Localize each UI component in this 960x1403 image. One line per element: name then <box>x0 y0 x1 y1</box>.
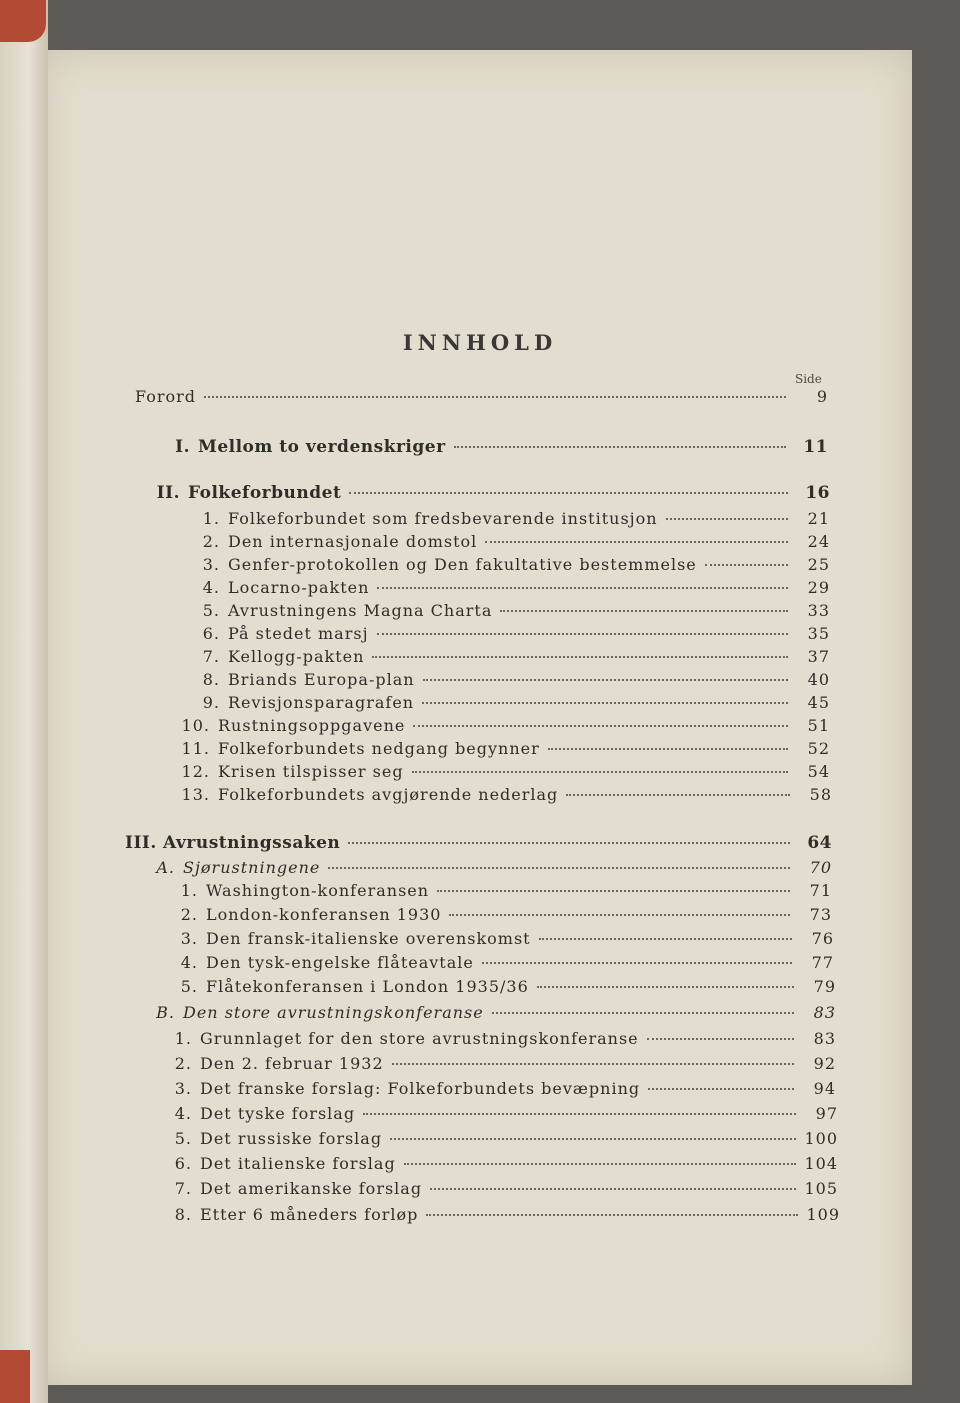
toc-entry-page-number: 35 <box>807 624 830 643</box>
toc-entry-title: Revisjonsparagrafen <box>228 693 415 712</box>
toc-entry-number: 8. <box>174 1205 192 1224</box>
toc-entry-number: 13. <box>181 785 210 804</box>
toc-entry-page-number: 64 <box>807 833 832 853</box>
toc-entry-number: 3. <box>202 555 220 574</box>
toc-entry <box>162 1154 838 1173</box>
toc-entry-page-number: 109 <box>806 1205 840 1224</box>
toc-entry-number: 2. <box>174 1054 192 1073</box>
toc-entry-page-number: 71 <box>809 881 832 900</box>
toc-entry-number: II. <box>156 483 180 503</box>
toc-entry-title: Avrustningssaken <box>163 833 341 853</box>
dot-leader <box>566 794 790 796</box>
toc-entry-number: 11. <box>181 739 210 758</box>
book-spine <box>0 0 48 1403</box>
toc-entry-title: Det russiske forslag <box>200 1129 383 1148</box>
toc-entry-title: Den tysk-engelske flåteavtale <box>206 953 474 972</box>
toc-entry-number: 6. <box>202 624 220 643</box>
page-column-label: Side <box>795 372 822 386</box>
toc-entry-number: 5. <box>202 601 220 620</box>
toc-entry-number: 7. <box>202 647 220 666</box>
toc-entry-title: Den store avrustningskonferanse <box>183 1003 484 1022</box>
dot-leader <box>348 842 790 844</box>
toc-entry-number: 9. <box>202 693 220 712</box>
toc-entry <box>190 647 830 666</box>
toc-entry <box>180 762 830 781</box>
toc-entry <box>190 624 830 643</box>
toc-entry-page-number: 54 <box>807 762 830 781</box>
dot-leader <box>647 1038 794 1040</box>
toc-entry-page-number: 45 <box>807 693 830 712</box>
dot-leader <box>537 986 794 988</box>
dot-leader <box>539 938 792 940</box>
toc-entry-number: A. <box>156 858 175 877</box>
dot-leader <box>404 1163 796 1165</box>
toc-entry-title: Forord <box>135 387 197 406</box>
toc-entry-title: På stedet marsj <box>228 624 369 643</box>
dot-leader <box>666 518 788 520</box>
toc-entry-number: 1. <box>202 509 220 528</box>
dot-leader <box>377 633 788 635</box>
dot-leader <box>492 1012 794 1014</box>
dot-leader <box>454 446 786 448</box>
toc-entry-page-number: 37 <box>807 647 830 666</box>
toc-entry-page-number: 9 <box>816 387 828 406</box>
toc-entry <box>168 881 832 900</box>
toc-entry-page-number: 58 <box>809 785 832 804</box>
toc-entry <box>168 977 836 996</box>
toc-entry-title: Avrustningens Magna Charta <box>228 601 493 620</box>
dot-leader <box>430 1188 796 1190</box>
toc-entry-page-number: 79 <box>813 977 836 996</box>
toc-entry <box>168 953 834 972</box>
toc-entry-title: Briands Europa-plan <box>228 670 415 689</box>
dot-leader <box>437 890 790 892</box>
toc-entry <box>190 532 830 551</box>
toc-entry-number: 12. <box>181 762 210 781</box>
toc-entry-title: Det italienske forslag <box>200 1154 396 1173</box>
toc-entry-title: Genfer-protokollen og Den fakultative bestemmelse <box>228 555 697 574</box>
toc-entry <box>162 1205 840 1224</box>
toc-entry <box>145 1003 836 1022</box>
toc-entry <box>162 1179 838 1198</box>
toc-entry-page-number: 100 <box>804 1129 838 1148</box>
toc-entry-page-number: 51 <box>807 716 830 735</box>
toc-entry-number: 4. <box>180 953 198 972</box>
toc-entry-page-number: 83 <box>813 1029 836 1048</box>
toc-entry-number: 4. <box>174 1104 192 1123</box>
toc-entry <box>162 1104 838 1123</box>
toc-entry-page-number: 77 <box>811 953 834 972</box>
toc-entry-title: Grunnlaget for den store avrustningskonferanse <box>200 1029 639 1048</box>
dot-leader <box>449 914 790 916</box>
toc-entry-title: Det amerikanske forslag <box>200 1179 423 1198</box>
toc-entry-number: 5. <box>174 1129 192 1148</box>
toc-entry <box>180 739 830 758</box>
toc-entry-number: 3. <box>174 1079 192 1098</box>
toc-entry-title: Mellom to verdenskriger <box>198 437 446 457</box>
toc-entry-page-number: 25 <box>807 555 830 574</box>
dot-leader <box>422 702 788 704</box>
toc-entry-number: B. <box>156 1003 175 1022</box>
toc-entry <box>162 1054 836 1073</box>
book-cover-corner-bottom <box>0 1350 30 1403</box>
toc-entry-number: 6. <box>174 1154 192 1173</box>
toc-entry <box>190 670 830 689</box>
toc-entry-page-number: 33 <box>807 601 830 620</box>
toc-entry-title: Folkeforbundet som fredsbevarende institusjon <box>228 509 658 528</box>
toc-entry-title: Folkeforbundets nedgang begynner <box>218 739 540 758</box>
toc-entry-title: Den 2. februar 1932 <box>200 1054 384 1073</box>
toc-entry-page-number: 94 <box>813 1079 836 1098</box>
toc-entry <box>168 905 832 924</box>
toc-entry <box>145 858 832 877</box>
dot-leader <box>423 679 788 681</box>
toc-entry-page-number: 29 <box>807 578 830 597</box>
toc-entry-title: Folkeforbundets avgjørende nederlag <box>218 785 559 804</box>
toc-entry-title: Det tyske forslag <box>200 1104 356 1123</box>
toc-entry-number: 4. <box>202 578 220 597</box>
toc-entry-number: I. <box>175 437 190 457</box>
toc-entry <box>190 693 830 712</box>
page-title: INNHOLD <box>402 330 558 355</box>
toc-entry-number: 10. <box>181 716 210 735</box>
toc-entry <box>190 509 830 528</box>
toc-entry <box>190 601 830 620</box>
toc-entry-title: Rustningsoppgavene <box>218 716 406 735</box>
dot-leader <box>705 564 788 566</box>
toc-entry-title: Etter 6 måneders forløp <box>200 1205 419 1224</box>
toc-entry-page-number: 105 <box>804 1179 838 1198</box>
toc-entry-title: Folkeforbundet <box>188 483 342 503</box>
book-cover-corner <box>0 0 46 42</box>
toc-entry-title: Washington-konferansen <box>206 881 430 900</box>
toc-entry-title: Den internasjonale domstol <box>228 532 478 551</box>
toc-entry-number: 8. <box>202 670 220 689</box>
toc-entry-number: III. <box>125 833 157 853</box>
toc-entry <box>162 1079 836 1098</box>
toc-entry-page-number: 52 <box>807 739 830 758</box>
toc-entry <box>180 785 832 804</box>
toc-entry-title: Sjørustningene <box>183 858 321 877</box>
toc-entry <box>162 1129 838 1148</box>
dot-leader <box>426 1214 798 1216</box>
toc-entry-number: 2. <box>202 532 220 551</box>
toc-entry-page-number: 21 <box>807 509 830 528</box>
dot-leader <box>204 396 786 398</box>
toc-entry-page-number: 70 <box>809 858 832 877</box>
dot-leader <box>500 610 788 612</box>
toc-entry-title: Krisen tilspisser seg <box>218 762 404 781</box>
toc-entry <box>135 387 828 406</box>
dot-leader <box>413 725 788 727</box>
toc-entry-number: 5. <box>180 977 198 996</box>
toc-entry <box>162 1029 836 1048</box>
toc-entry-title: Den fransk-italienske overenskomst <box>206 929 531 948</box>
toc-entry-page-number: 40 <box>807 670 830 689</box>
toc-entry <box>190 578 830 597</box>
dot-leader <box>548 748 788 750</box>
toc-entry-page-number: 24 <box>807 532 830 551</box>
toc-entry-title: Flåtekonferansen i London 1935/36 <box>206 977 529 996</box>
dot-leader <box>485 541 788 543</box>
toc-entry <box>180 716 830 735</box>
dot-leader <box>390 1138 796 1140</box>
toc-entry-page-number: 73 <box>809 905 832 924</box>
toc-entry-title: London-konferansen 1930 <box>206 905 442 924</box>
dot-leader <box>377 587 788 589</box>
toc-entry-number: 2. <box>180 905 198 924</box>
dot-leader <box>648 1088 794 1090</box>
toc-entry-number: 1. <box>174 1029 192 1048</box>
toc-entry-page-number: 11 <box>803 437 828 457</box>
toc-entry-page-number: 92 <box>813 1054 836 1073</box>
toc-entry-number: 3. <box>180 929 198 948</box>
toc-entry-title: Det franske forslag: Folkeforbundets bevæpning <box>200 1079 641 1098</box>
toc-entry-page-number: 83 <box>813 1003 836 1022</box>
dot-leader <box>349 492 788 494</box>
dot-leader <box>363 1113 796 1115</box>
dot-leader <box>392 1063 794 1065</box>
dot-leader <box>372 656 788 658</box>
dot-leader <box>328 867 790 869</box>
toc-entry-page-number: 97 <box>815 1104 838 1123</box>
dot-leader <box>482 962 792 964</box>
toc-entry-number: 1. <box>180 881 198 900</box>
dot-leader <box>412 771 788 773</box>
toc-entry <box>125 833 832 853</box>
toc-entry-page-number: 104 <box>804 1154 838 1173</box>
toc-entry <box>168 929 834 948</box>
toc-entry-number: 7. <box>174 1179 192 1198</box>
toc-entry-page-number: 16 <box>805 483 830 503</box>
toc-entry-page-number: 76 <box>811 929 834 948</box>
toc-entry <box>160 437 828 457</box>
toc-entry-title: Locarno-pakten <box>228 578 370 597</box>
toc-entry <box>150 483 830 503</box>
toc-entry <box>190 555 830 574</box>
toc-entry-title: Kellogg-pakten <box>228 647 365 666</box>
